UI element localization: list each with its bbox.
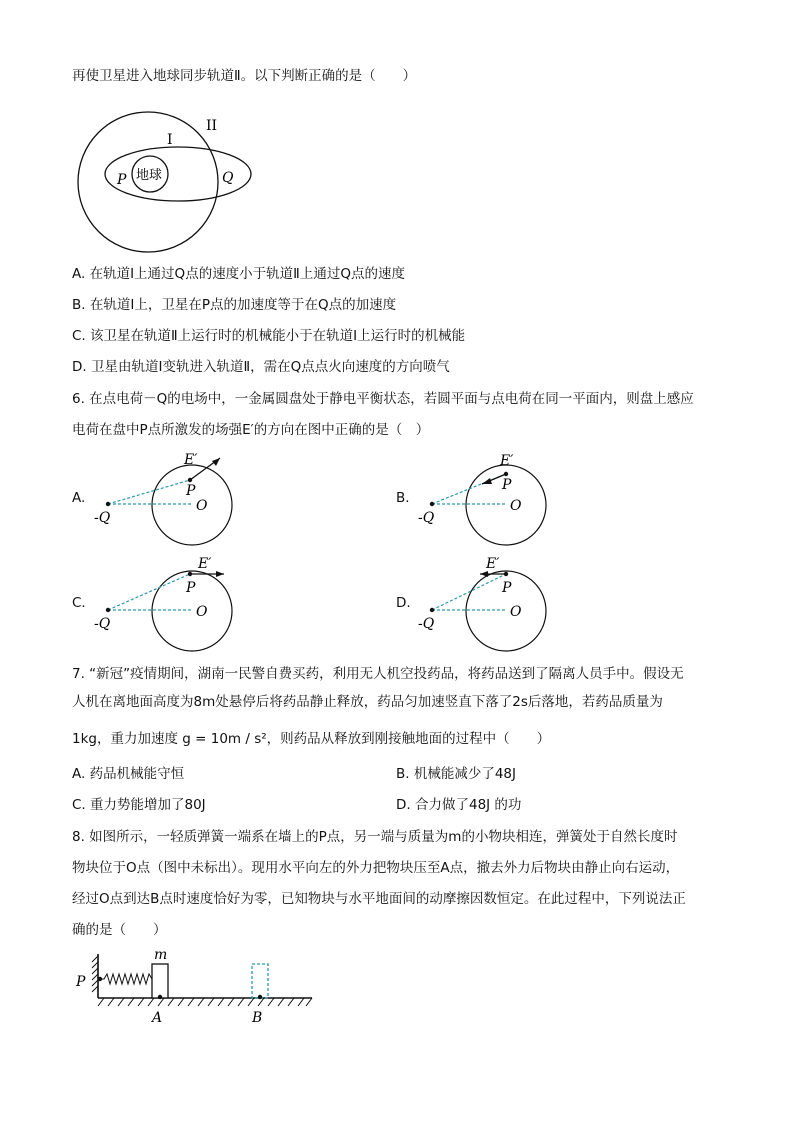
orbit-diagram [70,112,260,262]
p-label: P [502,580,512,596]
orbit-ii-label: II [206,118,218,134]
q5-option-c: C. 该卫星在轨道Ⅱ上运行时的机械能小于在轨道Ⅰ上运行时的机械能 [72,328,466,344]
q8-text-line-2: 物块位于O点（图中未标出）。现用水平向左的外力把物块压至A点，撤去外力后物块由静止向右运动， [72,860,680,876]
field-label: E′ [184,452,198,468]
q5-option-b: B. 在轨道Ⅰ上，卫星在P点的加速度等于在Q点的加速度 [72,297,397,313]
field-label: E′ [198,556,212,572]
center-label: O [196,498,208,514]
earth-label: 地球 [136,168,163,183]
orbit-i-label: I [167,132,173,148]
mass-label: m [154,947,168,963]
wall-point-label: P [76,974,86,990]
q7-option-c: C. 重力势能增加了80J [72,797,206,813]
q7-option-d: D. 合力做了48J 的功 [396,797,522,813]
q7-option-a: A. 药品机械能守恒 [72,766,185,782]
q5-option-a: A. 在轨道Ⅰ上通过Q点的速度小于轨道Ⅱ上通过Q点的速度 [72,266,405,282]
q5-option-d: D. 卫星由轨道Ⅰ变轨进入轨道Ⅱ，需在Q点点火向速度的方向喷气 [72,359,450,375]
point-b-label: B [252,1010,263,1026]
q8-text-line-4: 确的是（ ） [72,922,167,938]
q6-figure-a [90,450,250,560]
charge-label: -Q [418,616,435,632]
p-label: P [186,483,196,499]
p-label: P [502,477,512,493]
center-label: O [196,604,208,620]
q7-text-line-2: 人机在离地面高度为8m处悬停后将药品静止释放，药品匀加速竖直下落了2s后落地，若药品质量为 [72,694,663,710]
q6-letter-b: B. [396,490,410,506]
q6-figure-d [414,556,574,666]
point-p-label: P [117,172,127,188]
point-a-label: A [152,1010,163,1026]
spring-block-diagram [74,946,324,1026]
field-label: E′ [500,453,514,469]
q6-letter-d: D. [396,595,411,611]
q8-text-line-1: 8. 如图所示，一轻质弹簧一端系在墙上的P点，另一端与质量为m的小物块相连，弹簧处于自然长度时 [72,829,678,845]
q7-text-line-1: 7. “新冠”疫情期间，湖南一民警自费买药，利用无人机空投药品，将药品送到了隔离人员手中。假设无 [72,666,684,682]
q6-text-line-1: 6. 在点电荷－Q的电场中，一金属圆盘处于静电平衡状态，若圆平面与点电荷在同一平面内，则盘上感应 [72,391,694,407]
charge-label: -Q [418,510,435,526]
q6-figure-b [414,450,574,560]
charge-label: -Q [94,510,111,526]
q7-text-line-3: 1kg，重力加速度 g = 10m / s²，则药品从释放到刚接触地面的过程中（ ） [72,731,551,747]
center-label: O [510,498,522,514]
q6-letter-a: A. [72,490,86,506]
point-q-label: Q [222,170,234,186]
p-label: P [186,580,196,596]
center-label: O [510,604,522,620]
q7-option-b: B. 机械能减少了48J [396,766,517,782]
q6-text-line-2: 电荷在盘中P点所激发的场强E′的方向在图中正确的是（ ） [72,422,430,438]
q6-figure-c [90,556,250,666]
field-label: E′ [486,556,500,572]
intro-text: 再使卫星进入地球同步轨道Ⅱ。以下判断正确的是（ ） [72,68,417,84]
charge-label: -Q [94,616,111,632]
q6-letter-c: C. [72,595,86,611]
q8-text-line-3: 经过O点到达B点时速度恰好为零，已知物块与水平地面间的动摩擦因数恒定。在此过程中，下列说法正 [72,891,686,907]
